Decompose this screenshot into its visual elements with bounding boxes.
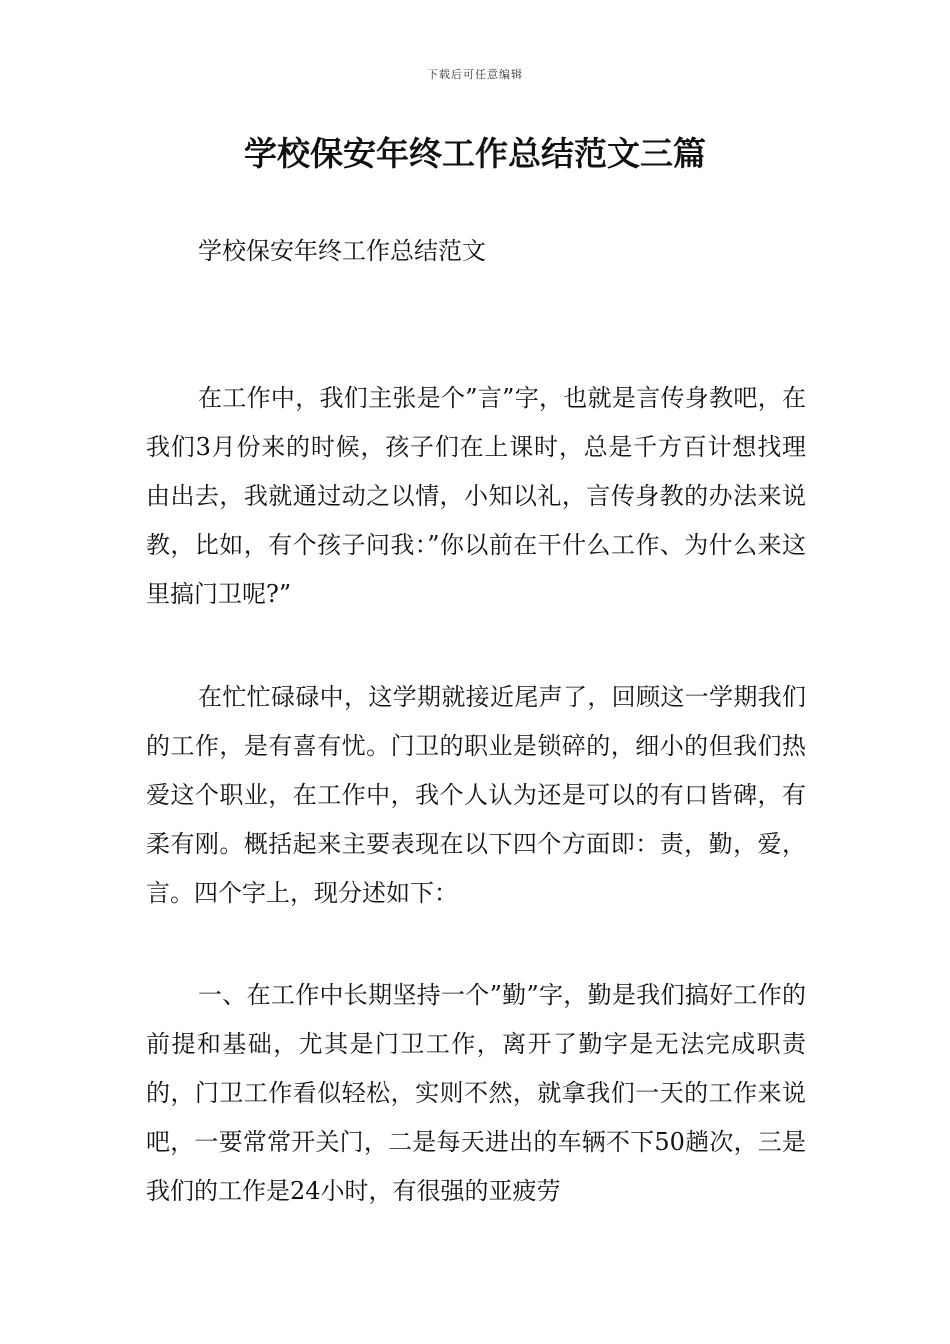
paragraph-3: 一、在工作中长期坚持一个”勤”字，勤是我们搞好工作的前提和基础，尤其是门卫工作，离开了勤字是无法完成职责的，门卫工作看似轻松，实则不然，就拿我们一天的工作来说吧，一要常常开关门，二是每天进出的车辆不下50趟次，三是我们的工作是24小时，有很强的亚疲劳 (146, 981, 806, 1205)
document-subtitle: 学校保安年终工作总结范文 (198, 237, 486, 265)
document-title: 学校保安年终工作总结范文三篇 (244, 134, 706, 173)
header-note: 下载后可任意编辑 (427, 68, 523, 81)
paragraph-2: 在忙忙碌碌中，这学期就接近尾声了，回顾这一学期我们的工作，是有喜有忧。门卫的职业是锁碎的，细小的但我们热爱这个职业，在工作中，我个人认为还是可以的有口皆碑，有柔有刚。概括起来主要表现在以下四个方面即：责，勤，爱，言。四个字上，现分述如下： (146, 683, 806, 907)
paragraph-1: 在工作中，我们主张是个”言”字，也就是言传身教吧，在我们3月份来的时候，孩子们在上课时，总是千方百计想找理由出去，我就通过动之以情，小知以礼，言传身教的办法来说教，比如，有个孩子问我：”你以前在干什么工作、为什么来这里搞门卫呢?” (146, 384, 806, 608)
